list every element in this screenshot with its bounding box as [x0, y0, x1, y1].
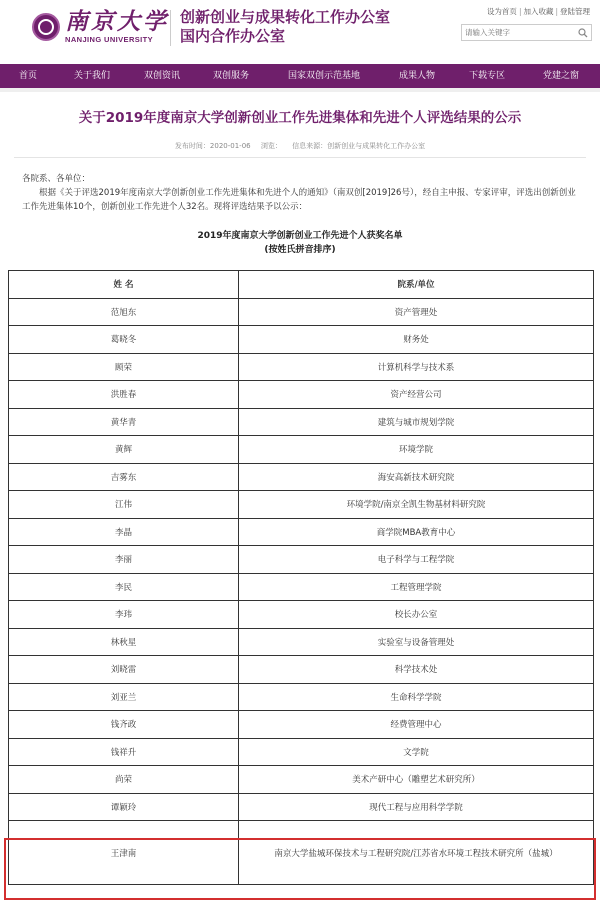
table-row — [9, 711, 594, 739]
nav-item-services[interactable]: 双创服务 — [212, 71, 249, 81]
cell-name: 林秋星 — [9, 628, 239, 656]
cell-unit: 美术产研中心（雕塑艺术研究所） — [239, 766, 594, 794]
search-input[interactable] — [462, 25, 574, 40]
university-seal-icon — [32, 13, 60, 41]
cell-unit: 电子科学与工程学院 — [239, 546, 594, 574]
header-name: 姓 名 — [9, 271, 239, 299]
top-links: 设为首页 | 加入收藏 | 登陆管理 — [486, 7, 590, 16]
table-row — [9, 656, 594, 684]
logo-chinese-name: 南京大学 — [65, 8, 169, 35]
cell-unit: 南京大学盐城环保技术与工程研究院/江苏省水环境工程技术研究所（盐城） — [239, 821, 594, 885]
cell-unit: 环境学院/南京全凯生物基材料研究院 — [239, 491, 594, 519]
cell-unit: 文学院 — [239, 738, 594, 766]
table-header-row — [9, 271, 594, 299]
cell-unit: 商学院MBA教育中心 — [239, 518, 594, 546]
cell-name: 李玮 — [9, 601, 239, 629]
cell-unit: 现代工程与应用科学学院 — [239, 793, 594, 821]
logo-english-name: NANJING UNIVERSITY — [65, 35, 154, 44]
info-source: 信息来源：创新创业与成果转化工作办公室 — [292, 142, 426, 150]
table-row — [9, 683, 594, 711]
table-row — [9, 766, 594, 794]
cell-name: 范旭东 — [9, 298, 239, 326]
article-body — [22, 172, 582, 214]
nav-item-demo-base[interactable]: 国家双创示范基地 — [287, 71, 360, 81]
table-row — [9, 518, 594, 546]
article-meta — [6, 141, 594, 151]
cell-name: 李晶 — [9, 518, 239, 546]
nav-item-downloads[interactable]: 下载专区 — [468, 71, 505, 81]
cell-unit: 财务处 — [239, 326, 594, 354]
nav-item-about[interactable]: 关于我们 — [73, 71, 110, 81]
site-title-line1: 创新创业与成果转化工作办公室 — [180, 8, 391, 26]
cell-name: 谭颖玲 — [9, 793, 239, 821]
publish-date: 发布时间：2020-01-06 — [174, 142, 251, 150]
table-row — [9, 463, 594, 491]
views-count: 浏览： — [260, 142, 282, 150]
cell-name: 李丽 — [9, 546, 239, 574]
add-favorite-link[interactable]: 加入收藏 — [523, 7, 554, 16]
nav-item-people[interactable]: 成果人物 — [398, 71, 435, 81]
award-list-heading — [6, 229, 594, 257]
cell-name: 钱祥升 — [9, 738, 239, 766]
cell-unit: 经费管理中心 — [239, 711, 594, 739]
table-row — [9, 793, 594, 821]
cell-unit: 资产管理处 — [239, 298, 594, 326]
table-row — [9, 436, 594, 464]
award-list-subtitle: (按姓氏拼音排序) — [264, 245, 336, 255]
cell-unit: 实验室与设备管理处 — [239, 628, 594, 656]
header-divider — [170, 10, 171, 46]
cell-unit: 生命科学学院 — [239, 683, 594, 711]
cell-unit: 校长办公室 — [239, 601, 594, 629]
set-homepage-link[interactable]: 设为首页 — [486, 7, 517, 16]
cell-name: 葛晓冬 — [9, 326, 239, 354]
cell-unit: 海安高新技术研究院 — [239, 463, 594, 491]
cell-name: 洪胜春 — [9, 381, 239, 409]
table-row — [9, 491, 594, 519]
cell-name: 顾荣 — [9, 353, 239, 381]
table-row — [9, 353, 594, 381]
table-row — [9, 546, 594, 574]
cell-name: 刘晓雷 — [9, 656, 239, 684]
search-box — [461, 24, 592, 41]
cell-name: 刘亚兰 — [9, 683, 239, 711]
table-row — [9, 408, 594, 436]
cell-name: 王津南 — [9, 821, 239, 885]
table-row — [9, 298, 594, 326]
table-row — [9, 738, 594, 766]
cell-name: 黄华青 — [9, 408, 239, 436]
table-row — [9, 326, 594, 354]
admin-login-link[interactable]: 登陆管理 — [560, 7, 590, 16]
salutation: 各院系、各单位： — [22, 174, 91, 184]
cell-unit: 建筑与城市规划学院 — [239, 408, 594, 436]
cell-name: 尚荣 — [9, 766, 239, 794]
cell-unit: 计算机科学与技术系 — [239, 353, 594, 381]
cell-unit: 科学技术处 — [239, 656, 594, 684]
nav-item-home[interactable]: 首页 — [18, 71, 37, 81]
cell-name: 李民 — [9, 573, 239, 601]
awards-table — [8, 270, 594, 885]
main-nav — [0, 64, 600, 88]
cell-unit: 工程管理学院 — [239, 573, 594, 601]
cell-name: 吉雾东 — [9, 463, 239, 491]
article-title: 关于2019年度南京大学创新创业工作先进集体和先进个人评选结果的公示 — [78, 110, 522, 126]
cell-unit: 环境学院 — [239, 436, 594, 464]
table-row-highlighted — [9, 821, 594, 885]
table-row — [9, 628, 594, 656]
cell-name: 钱齐政 — [9, 711, 239, 739]
search-icon[interactable] — [574, 25, 591, 40]
site-header — [0, 0, 600, 64]
header-unit: 院系/单位 — [239, 271, 594, 299]
award-list-title: 2019年度南京大学创新创业工作先进个人获奖名单 — [197, 231, 403, 241]
cell-name: 江伟 — [9, 491, 239, 519]
nav-item-party[interactable]: 党建之窗 — [542, 71, 579, 81]
cell-unit: 资产经营公司 — [239, 381, 594, 409]
cell-name: 黄辉 — [9, 436, 239, 464]
table-row — [9, 601, 594, 629]
site-title — [180, 8, 390, 46]
title-divider — [14, 157, 586, 158]
nav-item-news[interactable]: 双创资讯 — [143, 71, 180, 81]
table-row — [9, 381, 594, 409]
table-row — [9, 573, 594, 601]
intro-paragraph: 根据《关于评选2019年度南京大学创新创业工作先进集体和先进个人的通知》（南双创[2019]26号），经自主申报、专家评审，评选出创新创业工作先进集体10个，创新创业工作先进个人32名。现将评选结果予以公示： — [22, 188, 576, 212]
site-title-line2: 国内合作办公室 — [180, 27, 286, 45]
university-logo[interactable] — [32, 9, 169, 44]
